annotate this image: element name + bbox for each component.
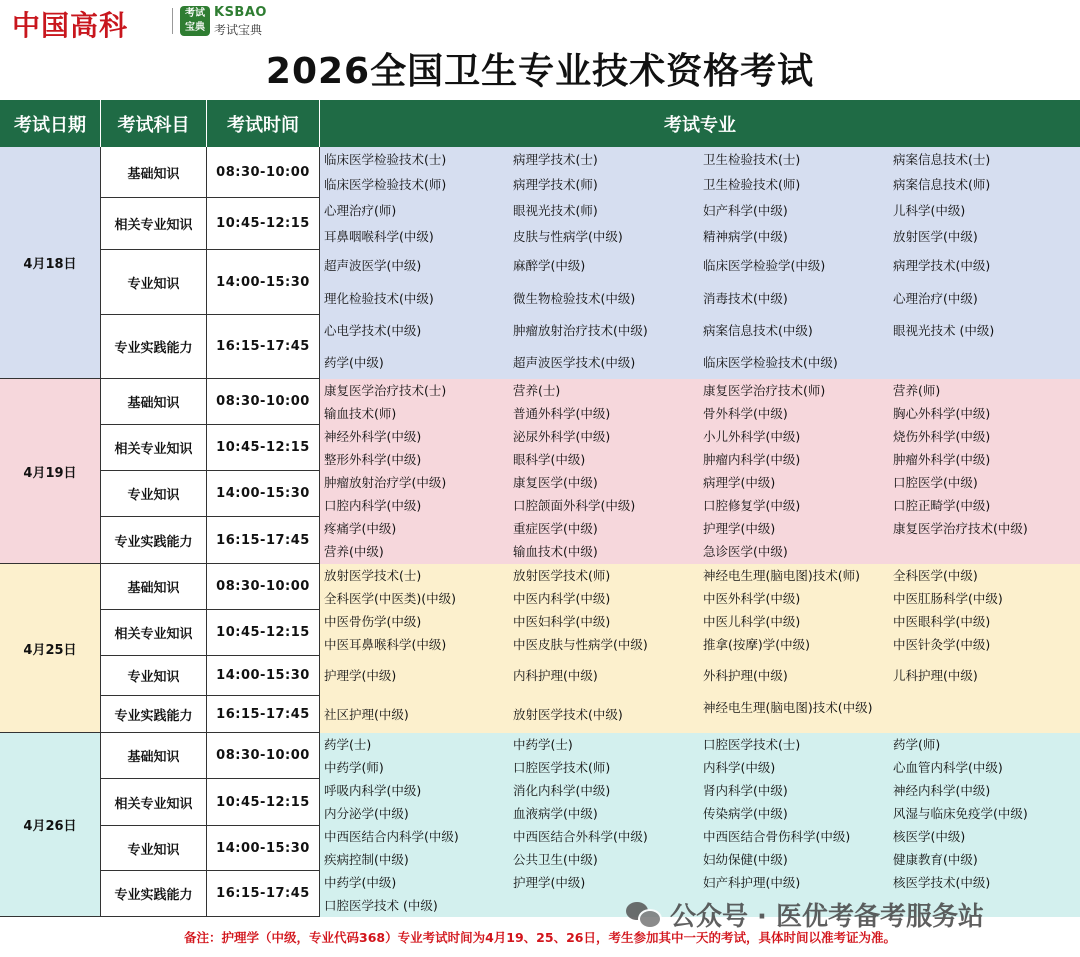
exam-major: 药学(中级) <box>324 355 384 370</box>
exam-major: 病案信息技术(中级) <box>703 323 813 338</box>
brand-logo: 中国高科 <box>12 9 129 42</box>
exam-major: 中医眼科学(中级) <box>893 613 991 629</box>
exam-major: 胸心外科学(中级) <box>893 405 991 421</box>
exam-major: 口腔医学技术(士) <box>703 736 801 752</box>
exam-subject: 专业知识 <box>101 250 207 315</box>
exam-time: 10:45-12:15 <box>207 779 320 826</box>
exam-major: 中医针灸学(中级) <box>893 636 991 652</box>
exam-time: 08:30-10:00 <box>207 564 320 610</box>
exam-major: 卫生检验技术(师) <box>703 177 801 193</box>
exam-major: 中医外科学(中级) <box>703 590 801 606</box>
exam-subject: 基础知识 <box>101 564 207 610</box>
exam-major: 放射医学(中级) <box>893 229 978 244</box>
exam-subject: 专业实践能力 <box>101 696 207 733</box>
exam-major: 疾病控制(中级) <box>324 851 409 867</box>
exam-major: 肾内科学(中级) <box>703 782 788 798</box>
exam-major: 儿科护理(中级) <box>893 668 978 683</box>
exam-time: 14:00-15:30 <box>207 471 320 517</box>
exam-time: 16:15-17:45 <box>207 696 320 733</box>
exam-major: 康复医学(中级) <box>513 474 598 490</box>
watermark-text: 公众号 · 医优考备考服务站 <box>670 901 984 932</box>
exam-major: 耳鼻咽喉科学(中级) <box>324 229 434 244</box>
exam-major: 中医骨伤学(中级) <box>324 613 422 629</box>
exam-subject: 基础知识 <box>101 379 207 425</box>
exam-major: 理化检验技术(中级) <box>324 290 434 306</box>
exam-major: 推拿(按摩)学(中级) <box>703 636 811 652</box>
exam-time: 10:45-12:15 <box>207 610 320 656</box>
exam-major: 神经内科学(中级) <box>893 782 991 798</box>
exam-major: 肿瘤内科学(中级) <box>703 451 801 467</box>
exam-subject: 相关专业知识 <box>101 610 207 656</box>
exam-major: 骨外科学(中级) <box>703 405 788 421</box>
exam-major: 口腔正畸学(中级) <box>893 497 991 513</box>
brand-divider <box>172 8 173 34</box>
exam-major: 微生物检验技术(中级) <box>513 290 636 306</box>
exam-major: 临床医学检验技术(师) <box>324 177 447 193</box>
exam-subject: 专业实践能力 <box>101 871 207 917</box>
exam-major: 输血技术(师) <box>324 405 397 421</box>
exam-major: 传染病学(中级) <box>703 806 788 822</box>
exam-major: 皮肤与性病学(中级) <box>513 229 623 244</box>
exam-time: 08:30-10:00 <box>207 147 320 198</box>
exam-major: 病理学(中级) <box>703 474 776 490</box>
exam-major: 消毒技术(中级) <box>703 290 788 306</box>
exam-major: 病理学技术(士) <box>513 151 598 167</box>
exam-major: 康复医学治疗技术(师) <box>703 382 826 398</box>
exam-time: 10:45-12:15 <box>207 425 320 471</box>
exam-major: 眼视光技术 (中级) <box>893 323 995 338</box>
exam-major: 妇产科护理(中级) <box>703 874 801 890</box>
exam-major: 风湿与临床免疫学(中级) <box>893 806 1028 822</box>
exam-major: 重症医学(中级) <box>513 520 598 536</box>
exam-time: 16:15-17:45 <box>207 517 320 564</box>
exam-major: 放射医学技术(中级) <box>513 706 623 722</box>
brand-cn: 考试宝典 <box>214 23 263 37</box>
exam-major: 中医儿科学(中级) <box>703 613 801 629</box>
exam-major: 中医肛肠科学(中级) <box>893 590 1003 606</box>
exam-major: 小儿外科学(中级) <box>703 428 801 444</box>
col-header-majors: 考试专业 <box>320 100 1080 147</box>
exam-major: 药学(士) <box>324 736 372 752</box>
exam-major: 泌尿外科学(中级) <box>513 428 611 444</box>
exam-major: 健康教育(中级) <box>893 851 978 867</box>
exam-major: 肿瘤放射治疗技术(中级) <box>513 323 648 338</box>
exam-major: 中药学(师) <box>324 759 384 775</box>
exam-major: 内分泌学(中级) <box>324 806 409 822</box>
exam-major: 营养(师) <box>893 382 941 398</box>
exam-major: 烧伤外科学(中级) <box>893 428 991 444</box>
exam-major: 口腔医学技术 (中级) <box>324 897 438 913</box>
exam-time: 08:30-10:00 <box>207 379 320 425</box>
exam-major: 全科医学(中医类)(中级) <box>324 590 457 606</box>
ksbao-logo-icon: 考试 宝典 <box>180 6 210 36</box>
exam-major: 康复医学治疗技术(中级) <box>893 520 1028 536</box>
exam-major: 中西医结合骨伤科学(中级) <box>703 829 851 845</box>
exam-time: 10:45-12:15 <box>207 198 320 250</box>
exam-major: 护理学(中级) <box>513 874 586 890</box>
exam-major: 中药学(中级) <box>324 874 397 890</box>
exam-major: 中西医结合内科学(中级) <box>324 829 459 845</box>
exam-major: 病理学技术(中级) <box>893 258 991 274</box>
exam-major: 妇产科学(中级) <box>703 203 788 218</box>
exam-major: 心理治疗(师) <box>324 203 397 218</box>
exam-major: 放射医学技术(士) <box>324 567 422 583</box>
exam-major: 血液病学(中级) <box>513 806 598 822</box>
exam-time: 14:00-15:30 <box>207 656 320 696</box>
exam-major: 心理治疗(中级) <box>893 290 978 306</box>
exam-time: 16:15-17:45 <box>207 315 320 379</box>
exam-major: 内科护理(中级) <box>513 668 598 683</box>
exam-major: 核医学技术(中级) <box>893 874 991 890</box>
exam-major: 麻醉学(中级) <box>513 258 586 274</box>
exam-subject: 专业知识 <box>101 471 207 517</box>
exam-major: 口腔修复学(中级) <box>703 497 801 513</box>
exam-major: 超声波医学(中级) <box>324 258 422 274</box>
exam-major: 口腔医学技术(师) <box>513 759 611 775</box>
exam-major: 妇幼保健(中级) <box>703 851 788 867</box>
exam-subject: 专业知识 <box>101 826 207 871</box>
exam-major: 护理学(中级) <box>703 520 776 536</box>
exam-major: 口腔颌面外科学(中级) <box>513 497 636 513</box>
col-header-date: 考试日期 <box>0 100 101 147</box>
exam-major: 急诊医学(中级) <box>703 544 788 560</box>
exam-subject: 相关专业知识 <box>101 425 207 471</box>
exam-major: 疼痛学(中级) <box>324 520 397 536</box>
col-header-time: 考试时间 <box>207 100 320 147</box>
exam-major: 输血技术(中级) <box>513 544 598 560</box>
exam-subject: 专业实践能力 <box>101 315 207 379</box>
exam-major: 病案信息技术(士) <box>893 151 991 167</box>
page-title: 2026全国卫生专业技术资格考试 <box>265 51 815 92</box>
wechat-icon <box>626 900 660 928</box>
exam-time: 14:00-15:30 <box>207 250 320 315</box>
exam-major: 营养(士) <box>513 382 561 398</box>
exam-major: 外科护理(中级) <box>703 668 788 683</box>
exam-major: 全科医学(中级) <box>893 567 978 583</box>
exam-time: 16:15-17:45 <box>207 871 320 917</box>
exam-subject: 专业知识 <box>101 656 207 696</box>
exam-major: 临床医学检验学(中级) <box>703 258 826 274</box>
exam-major: 公共卫生(中级) <box>513 851 598 867</box>
exam-time: 08:30-10:00 <box>207 733 320 779</box>
exam-major: 病案信息技术(师) <box>893 177 991 193</box>
exam-major: 社区护理(中级) <box>324 706 409 722</box>
exam-date: 4月26日 <box>0 733 101 917</box>
exam-major: 超声波医学技术(中级) <box>513 355 636 370</box>
exam-major: 药学(师) <box>893 736 941 752</box>
exam-major: 消化内科学(中级) <box>513 782 611 798</box>
brand-en: KSBAO <box>214 5 267 20</box>
exam-major: 眼科学(中级) <box>513 451 586 467</box>
exam-major: 口腔医学(中级) <box>893 474 978 490</box>
exam-major: 神经电生理(脑电图)技术(师) <box>703 567 861 583</box>
exam-major: 儿科学(中级) <box>893 203 966 218</box>
exam-subject: 专业实践能力 <box>101 517 207 564</box>
exam-major: 内科学(中级) <box>703 759 776 775</box>
exam-major: 中医皮肤与性病学(中级) <box>513 636 648 652</box>
exam-major: 病理学技术(师) <box>513 177 598 193</box>
exam-major: 护理学(中级) <box>324 668 397 683</box>
exam-subject: 基础知识 <box>101 733 207 779</box>
exam-major: 眼视光技术(师) <box>513 203 598 218</box>
exam-major: 临床医学检验技术(中级) <box>703 355 838 370</box>
exam-subject: 相关专业知识 <box>101 198 207 250</box>
exam-date: 4月18日 <box>0 147 101 379</box>
exam-date: 4月19日 <box>0 379 101 564</box>
exam-major: 核医学(中级) <box>893 829 966 845</box>
exam-major: 中医耳鼻喉科学(中级) <box>324 636 447 652</box>
exam-major: 精神病学(中级) <box>703 229 788 244</box>
exam-major: 中医内科学(中级) <box>513 590 611 606</box>
exam-major: 卫生检验技术(士) <box>703 151 801 167</box>
exam-major: 心血管内科学(中级) <box>893 759 1003 775</box>
exam-major: 普通外科学(中级) <box>513 405 611 421</box>
exam-major: 呼吸内科学(中级) <box>324 782 422 798</box>
exam-major: 肿瘤外科学(中级) <box>893 451 991 467</box>
exam-major: 中药学(士) <box>513 736 573 752</box>
exam-major: 口腔内科学(中级) <box>324 497 422 513</box>
exam-subject: 相关专业知识 <box>101 779 207 826</box>
exam-major: 康复医学治疗技术(士) <box>324 382 447 398</box>
exam-major: 神经电生理(脑电图)技术(中级) <box>703 699 873 715</box>
footer-note: 备注：护理学（中级，专业代码368）专业考试时间为4月19、25、26日，考生参加其中一天的考试，具体时间以准考证为准。 <box>184 930 896 945</box>
exam-major: 放射医学技术(师) <box>513 567 611 583</box>
exam-major: 营养(中级) <box>324 544 384 560</box>
brand-bar <box>0 0 1080 44</box>
exam-time: 14:00-15:30 <box>207 826 320 871</box>
exam-date: 4月25日 <box>0 564 101 733</box>
exam-major: 心电学技术(中级) <box>324 323 422 338</box>
exam-major: 中西医结合外科学(中级) <box>513 829 648 845</box>
exam-major: 神经外科学(中级) <box>324 428 422 444</box>
exam-major: 临床医学检验技术(士) <box>324 151 447 167</box>
exam-subject: 基础知识 <box>101 147 207 198</box>
exam-major: 肿瘤放射治疗学(中级) <box>324 474 447 490</box>
exam-major: 整形外科学(中级) <box>324 451 422 467</box>
exam-major: 中医妇科学(中级) <box>513 613 611 629</box>
watermark <box>626 896 984 932</box>
col-header-subject: 考试科目 <box>101 100 207 147</box>
